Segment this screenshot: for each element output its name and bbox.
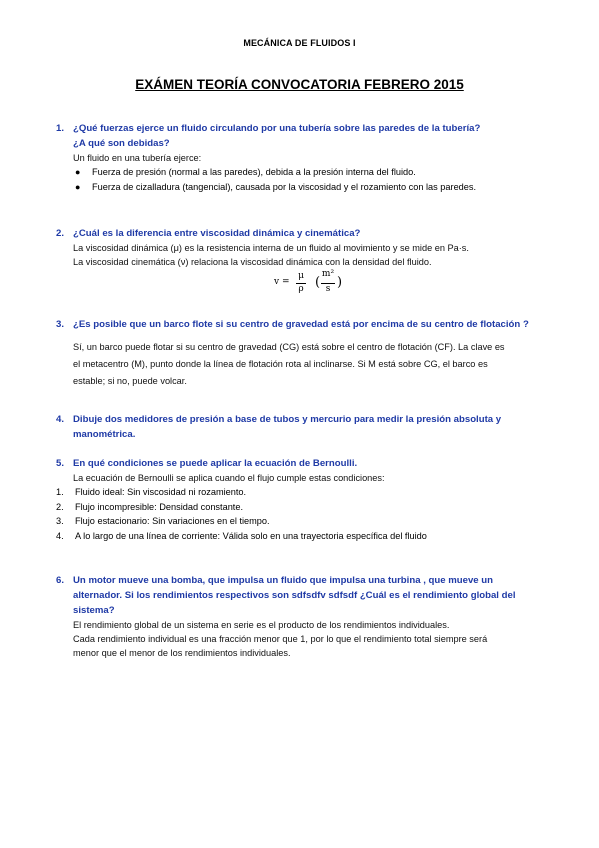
question-5 xyxy=(56,456,536,543)
question-number: 4. xyxy=(56,414,65,425)
kinematic-viscosity-formula xyxy=(274,271,354,297)
answer-line: Cada rendimiento individual es una fracción menor que 1, por lo que el rendimiento total siempre será xyxy=(73,634,488,644)
question-number: 1. xyxy=(56,123,65,134)
formula-lhs: v = xyxy=(274,277,290,287)
question-3 xyxy=(56,317,536,390)
question-4 xyxy=(56,412,536,442)
formula-denominator: ρ xyxy=(298,284,304,294)
question-number: 2. xyxy=(56,228,65,239)
list-item: 4. A lo largo de una línea de corriente: Válida solo en una trayectoria específica del fluido xyxy=(56,530,427,541)
answer-line: La viscosidad dinámica (μ) es la resistencia interna de un fluido al movimiento y se mide en Pa·s. xyxy=(73,243,469,253)
question-6 xyxy=(56,573,536,660)
answer-numbered-list xyxy=(56,485,536,543)
list-item: ● Fuerza de presión (normal a las paredes), debida a la presión interna del fluido. xyxy=(56,165,536,180)
formula-close-paren: ) xyxy=(337,275,343,290)
formula-numerator: μ xyxy=(298,271,304,281)
answer-line: el metacentro (M), punto donde la línea de flotación rota al inclinarse. Si M está sobre CG, el barco es xyxy=(73,359,488,369)
question-text: ¿Qué fuerzas ejerce un fluido circulando por una tubería sobre las paredes de la tubería? xyxy=(73,123,481,134)
course-header: MECÁNICA DE FLUIDOS I xyxy=(243,38,356,48)
list-item: 2. Flujo incompresible: Densidad constante. xyxy=(56,501,244,512)
question-text: Dibuje dos medidores de presión a base de tubos y mercurio para medir la presión absoluta y xyxy=(73,414,502,425)
question-text: En qué condiciones se puede aplicar la ecuación de Bernoulli. xyxy=(73,458,358,469)
question-text: sistema? xyxy=(73,605,115,616)
list-item: 1. Fluido ideal: Sin viscosidad ni rozamiento. xyxy=(56,487,247,497)
answer-line: La viscosidad cinemática (ν) relaciona la viscosidad dinámica con la densidad del fluido. xyxy=(73,257,432,267)
answer-bullets xyxy=(56,165,536,194)
list-item: 3. Flujo estacionario: Sin variaciones en el tiempo. xyxy=(56,516,270,526)
question-2 xyxy=(56,226,536,269)
answer-line: El rendimiento global de un sistema en serie es el producto de los rendimientos individuales. xyxy=(73,620,450,630)
formula-unit-numerator: m² xyxy=(321,269,335,279)
answer-intro: La ecuación de Bernoulli se aplica cuando el flujo cumple estas condiciones: xyxy=(73,473,385,483)
question-number: 3. xyxy=(56,319,65,330)
formula-open-paren: ( xyxy=(315,275,321,290)
question-text: manométrica. xyxy=(73,429,136,440)
question-text: Un motor mueve una bomba, que impulsa un fluido que impulsa una turbina , que mueve un xyxy=(73,575,494,586)
answer-intro: Un fluido en una tubería ejerce: xyxy=(73,153,202,163)
formula-unit-denominator: s xyxy=(325,284,331,294)
answer-line: menor que el menor de los rendimientos individuales. xyxy=(73,648,291,658)
list-item: ● Fuerza de cizalladura (tangencial), causada por la viscosidad y el rozamiento con las paredes. xyxy=(56,180,536,195)
question-text: ¿A qué son debidas? xyxy=(73,138,170,149)
question-number: 6. xyxy=(56,575,65,586)
answer-line: Sí, un barco puede flotar si su centro de gravedad (CG) está sobre el centro de flotación (CF). La clave es xyxy=(73,342,505,352)
question-text: ¿Cuál es la diferencia entre viscosidad dinámica y cinemática? xyxy=(73,228,361,239)
question-number: 5. xyxy=(56,458,65,469)
bullet-icon: ● xyxy=(75,167,81,177)
exam-title: EXÁMEN TEORÍA CONVOCATORIA FEBRERO 2015 xyxy=(135,77,464,92)
question-text: alternador. Si los rendimientos respectivos son sdfsdfv sdfsdf ¿Cuál es el rendimiento global del xyxy=(73,590,516,601)
answer-line: estable; si no, puede volcar. xyxy=(73,376,187,386)
question-text: ¿Es posible que un barco flote si su centro de gravedad está por encima de su centro de flotación ? xyxy=(73,319,529,330)
bullet-icon: ● xyxy=(75,181,81,192)
question-1 xyxy=(56,121,536,194)
